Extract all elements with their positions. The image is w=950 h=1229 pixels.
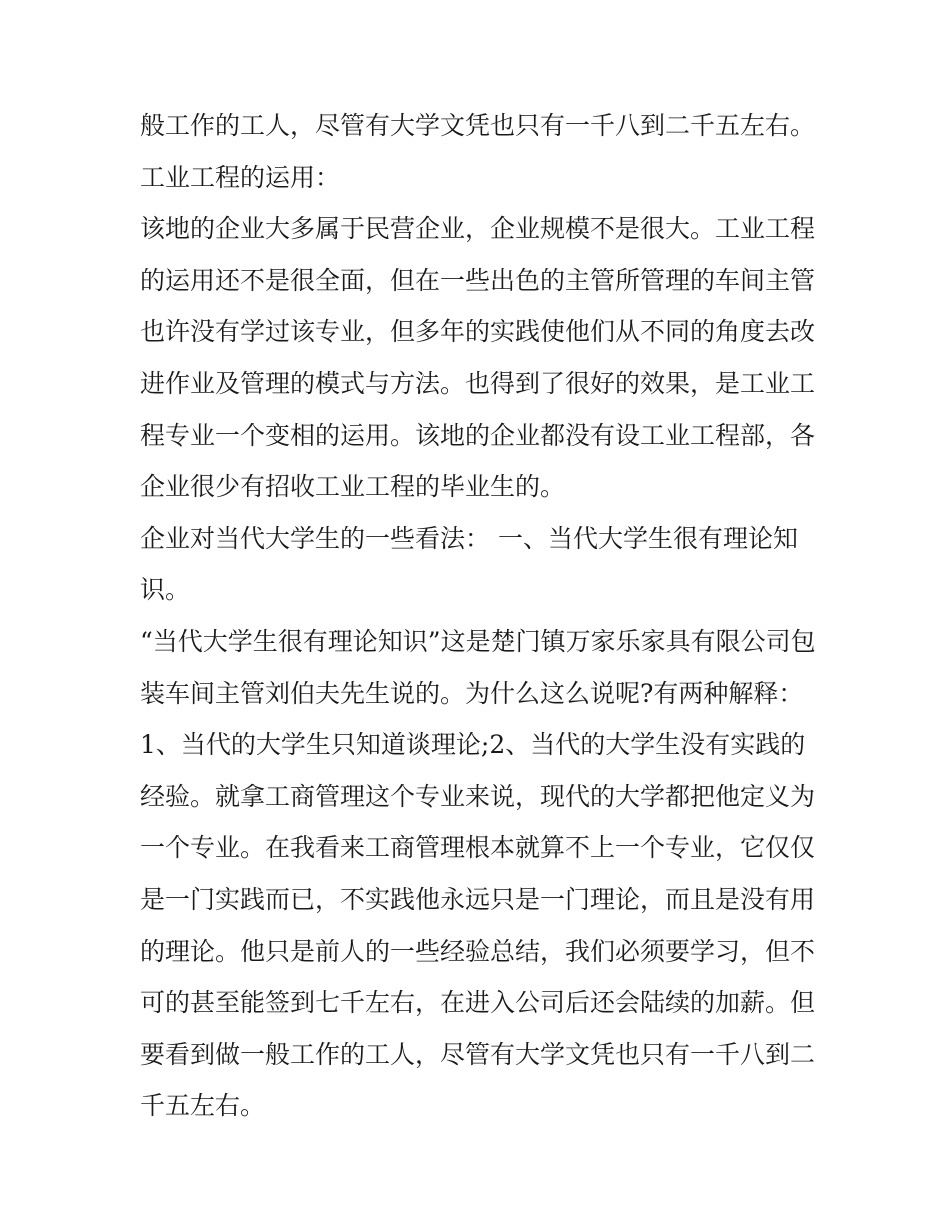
text-line: “当代大学生很有理论知识”这是楚门镇万家乐家具有限公司包 [140,626,816,656]
text-line: 可的甚至能签到七千左右，在进入公司后还会陆续的加薪。但 [140,988,816,1018]
text-line: 的运用还不是很全面，但在一些出色的主管所管理的车间主管 [140,265,816,295]
text-line: 企业对当代大学生的一些看法： 一、当代大学生很有理论知 [140,523,798,553]
text-line: 该地的企业大多属于民营企业，企业规模不是很大。工业工程 [140,214,816,244]
document-body [140,100,830,1132]
text-line: 程专业一个变相的运用。该地的企业都没有设工业工程部，各 [140,420,816,450]
text-line: 进作业及管理的模式与方法。也得到了很好的效果，是工业工 [140,368,816,398]
text-line: 一个专业。在我看来工商管理根本就算不上一个专业，它仅仅 [140,833,816,863]
text-line: 般工作的工人，尽管有大学文凭也只有一千八到二千五左右。 [140,111,816,140]
text-line: 装车间主管刘伯夫先生说的。为什么这么说呢?有两种解释： [140,678,804,708]
text-line: 千五左右。 [140,1091,266,1121]
text-line: 识。 [140,575,191,605]
text-line: 也许没有学过该专业，但多年的实践使他们从不同的角度去改 [140,317,816,347]
text-line: 要看到做一般工作的工人，尽管有大学文凭也只有一千八到二 [140,1039,816,1069]
section-heading: 工业工程的运用： [140,162,341,192]
text-line: 是一门实践而已，不实践他永远只是一门理论，而且是没有用 [140,884,816,914]
text-line: 企业很少有招收工业工程的毕业生的。 [140,472,566,502]
text-line: 经验。就拿工商管理这个专业来说，现代的大学都把他定义为 [140,781,816,811]
text-line: 1、当代的大学生只知道谈理论;2、当代的大学生没有实践的 [140,730,806,760]
text-line: 的理论。他只是前人的一些经验总结，我们必须要学习，但不 [140,936,816,966]
